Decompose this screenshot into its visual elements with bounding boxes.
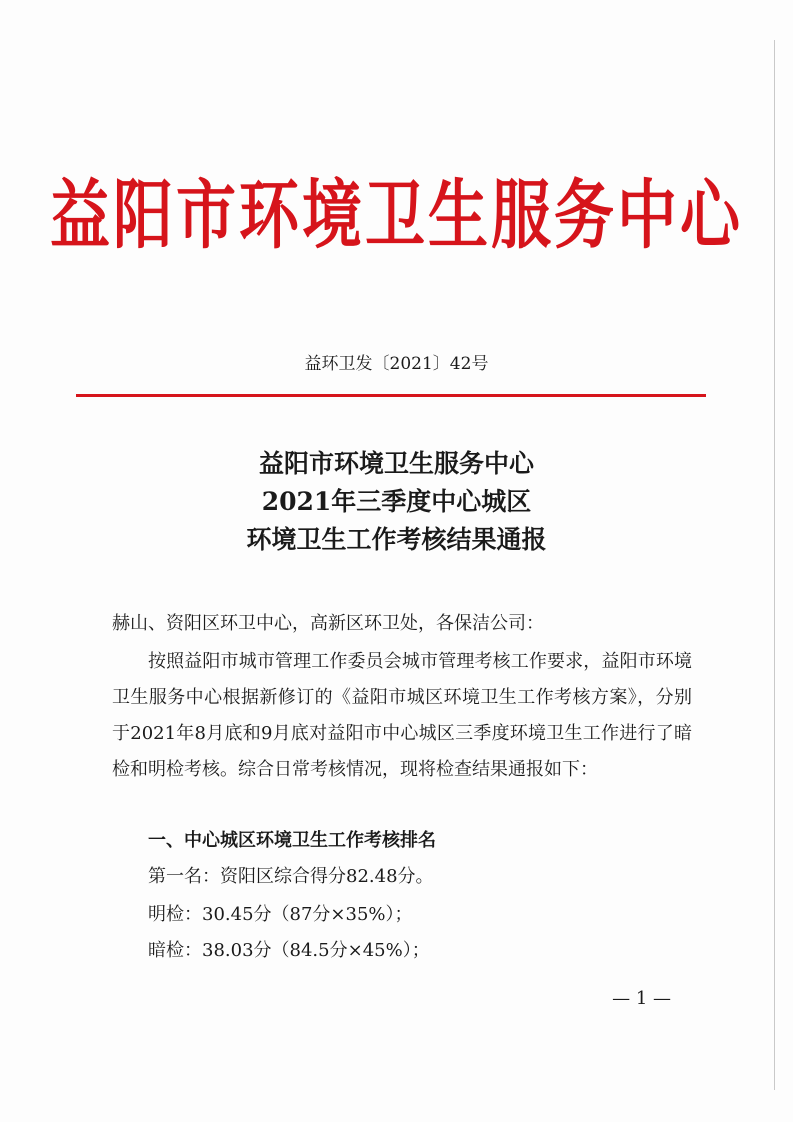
- body-paragraph: [112, 644, 692, 788]
- title-line-3: 环境卫生工作考核结果通报: [246, 525, 547, 554]
- section-heading: 一、中心城区环境卫生工作考核排名: [148, 830, 436, 851]
- salutation: 赫山、资阳区环卫中心，高新区环卫处，各保洁公司：: [112, 613, 544, 634]
- document-title: [0, 445, 793, 559]
- organization-header: 益阳市环境卫生服务中心: [50, 172, 743, 260]
- page-number: — 1 —: [612, 988, 671, 1009]
- rank-first-line: 第一名：资阳区综合得分82.48分。: [148, 866, 434, 887]
- title-line-2: 2021年三季度中心城区: [261, 487, 532, 516]
- document-number: 益环卫发〔2021〕42号: [304, 354, 489, 374]
- title-line-1: 益阳市环境卫生服务中心: [258, 449, 534, 478]
- open-check-line: 明检：30.45分（87分×35%）；: [148, 904, 413, 925]
- secret-check-line: 暗检：38.03分（84.5分×45%）；: [148, 940, 430, 961]
- red-divider: [76, 394, 706, 397]
- paragraph-1: 按照益阳市城市管理工作委员会城市管理考核工作要求，益阳市环境卫生服务中心根据新修订的《益阳市城区环境卫生工作考核方案》，分别于2021年8月底和9月底对益阳市中心城区三季度环境卫生工作进行了暗检和明检考核。综合日常考核情况，现将检查结果通报如下：: [112, 651, 692, 780]
